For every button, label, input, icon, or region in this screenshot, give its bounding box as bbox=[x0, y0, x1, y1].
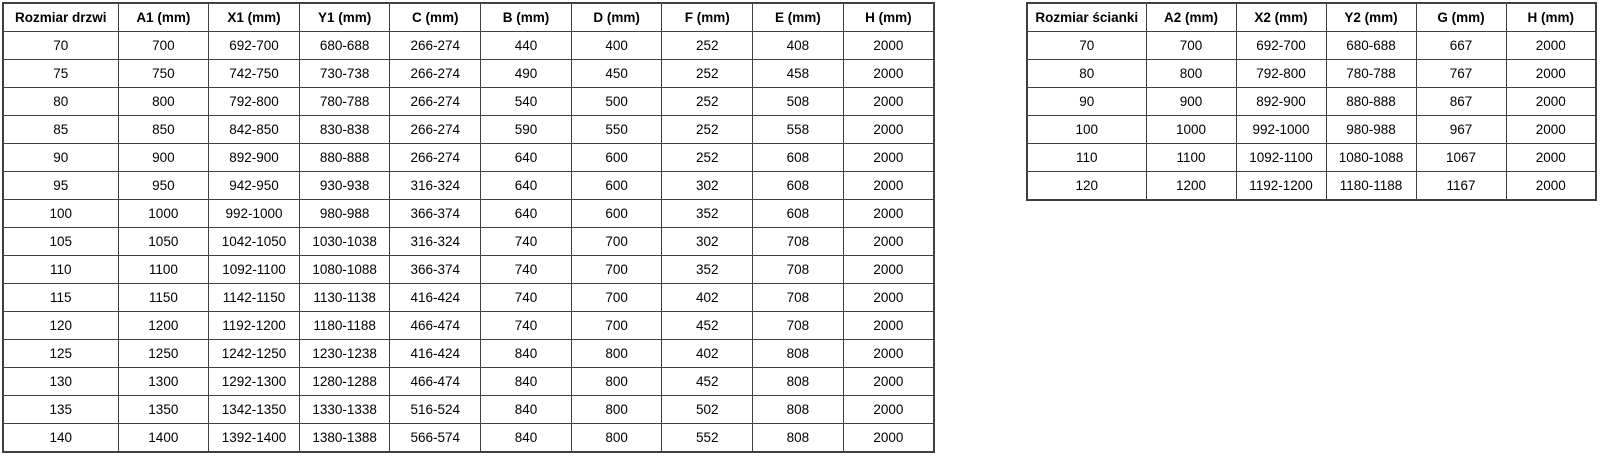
table-cell: 552 bbox=[662, 424, 753, 453]
table-cell: 1192-1200 bbox=[209, 312, 300, 340]
table-cell: 452 bbox=[662, 312, 753, 340]
table-cell: 75 bbox=[3, 60, 118, 88]
column-header: X2 (mm) bbox=[1236, 3, 1326, 32]
table-cell: 2000 bbox=[843, 396, 934, 424]
table-cell: 80 bbox=[1027, 60, 1146, 88]
table-cell: 1067 bbox=[1416, 144, 1506, 172]
table-row bbox=[3, 144, 934, 172]
table-row bbox=[3, 256, 934, 284]
table-row bbox=[3, 284, 934, 312]
table-cell: 708 bbox=[753, 228, 844, 256]
table-cell: 892-900 bbox=[209, 144, 300, 172]
table-cell: 70 bbox=[1027, 32, 1146, 60]
table-cell: 692-700 bbox=[209, 32, 300, 60]
header-row bbox=[3, 3, 934, 32]
table-cell: 1200 bbox=[1146, 172, 1236, 201]
table-cell: 416-424 bbox=[390, 340, 481, 368]
table-cell: 466-474 bbox=[390, 312, 481, 340]
table-cell: 980-988 bbox=[299, 200, 390, 228]
table-cell: 1100 bbox=[118, 256, 209, 284]
table-cell: 640 bbox=[481, 172, 572, 200]
table-cell: 252 bbox=[662, 116, 753, 144]
table-cell: 1200 bbox=[118, 312, 209, 340]
table-cell: 880-888 bbox=[1326, 88, 1416, 116]
table-cell: 1092-1100 bbox=[1236, 144, 1326, 172]
table-cell: 930-938 bbox=[299, 172, 390, 200]
table-cell: 708 bbox=[753, 284, 844, 312]
table-cell: 95 bbox=[3, 172, 118, 200]
table-cell: 608 bbox=[753, 144, 844, 172]
table-cell: 1400 bbox=[118, 424, 209, 453]
table-cell: 730-738 bbox=[299, 60, 390, 88]
table-cell: 700 bbox=[571, 312, 662, 340]
table-cell: 316-324 bbox=[390, 172, 481, 200]
table-cell: 302 bbox=[662, 172, 753, 200]
table-cell: 708 bbox=[753, 256, 844, 284]
table-cell: 700 bbox=[571, 228, 662, 256]
door-dimensions-table bbox=[2, 2, 935, 453]
table-row bbox=[3, 228, 934, 256]
table-cell: 130 bbox=[3, 368, 118, 396]
table-row bbox=[3, 116, 934, 144]
table-cell: 767 bbox=[1416, 60, 1506, 88]
table-cell: 742-750 bbox=[209, 60, 300, 88]
table-cell: 2000 bbox=[843, 340, 934, 368]
table-cell: 2000 bbox=[843, 368, 934, 396]
table-cell: 942-950 bbox=[209, 172, 300, 200]
table-cell: 1292-1300 bbox=[209, 368, 300, 396]
table-cell: 100 bbox=[3, 200, 118, 228]
table-cell: 950 bbox=[118, 172, 209, 200]
column-header: A1 (mm) bbox=[118, 3, 209, 32]
table-cell: 1300 bbox=[118, 368, 209, 396]
table-cell: 140 bbox=[3, 424, 118, 453]
column-header: Rozmiar drzwi bbox=[3, 3, 118, 32]
table-cell: 1330-1338 bbox=[299, 396, 390, 424]
table-row bbox=[1027, 116, 1596, 144]
table-cell: 566-574 bbox=[390, 424, 481, 453]
table-cell: 667 bbox=[1416, 32, 1506, 60]
table-cell: 2000 bbox=[843, 256, 934, 284]
table-cell: 1180-1188 bbox=[1326, 172, 1416, 201]
table-cell: 700 bbox=[571, 284, 662, 312]
table-cell: 1230-1238 bbox=[299, 340, 390, 368]
table-cell: 800 bbox=[571, 424, 662, 453]
column-header: F (mm) bbox=[662, 3, 753, 32]
table-cell: 85 bbox=[3, 116, 118, 144]
table-row bbox=[1027, 32, 1596, 60]
table-cell: 2000 bbox=[843, 88, 934, 116]
table-cell: 808 bbox=[753, 340, 844, 368]
table-cell: 2000 bbox=[1506, 144, 1596, 172]
table-cell: 2000 bbox=[843, 172, 934, 200]
table-cell: 590 bbox=[481, 116, 572, 144]
table-cell: 700 bbox=[118, 32, 209, 60]
table-cell: 2000 bbox=[843, 32, 934, 60]
table-cell: 1167 bbox=[1416, 172, 1506, 201]
table-row bbox=[3, 88, 934, 116]
table-cell: 1150 bbox=[118, 284, 209, 312]
table-cell: 466-474 bbox=[390, 368, 481, 396]
table-cell: 808 bbox=[753, 424, 844, 453]
column-header: D (mm) bbox=[571, 3, 662, 32]
table-cell: 830-838 bbox=[299, 116, 390, 144]
table-cell: 980-988 bbox=[1326, 116, 1416, 144]
table-row bbox=[1027, 88, 1596, 116]
table-cell: 125 bbox=[3, 340, 118, 368]
table-cell: 366-374 bbox=[390, 200, 481, 228]
table-cell: 1380-1388 bbox=[299, 424, 390, 453]
table-row bbox=[3, 200, 934, 228]
table-cell: 540 bbox=[481, 88, 572, 116]
table-cell: 110 bbox=[3, 256, 118, 284]
table-cell: 266-274 bbox=[390, 144, 481, 172]
table-cell: 2000 bbox=[843, 228, 934, 256]
table-cell: 992-1000 bbox=[209, 200, 300, 228]
table-cell: 700 bbox=[571, 256, 662, 284]
table-cell: 135 bbox=[3, 396, 118, 424]
table-cell: 800 bbox=[1146, 60, 1236, 88]
table-cell: 316-324 bbox=[390, 228, 481, 256]
table-cell: 266-274 bbox=[390, 88, 481, 116]
table-row bbox=[3, 396, 934, 424]
table-row bbox=[3, 60, 934, 88]
table-cell: 2000 bbox=[1506, 32, 1596, 60]
table-cell: 1080-1088 bbox=[299, 256, 390, 284]
table-cell: 1030-1038 bbox=[299, 228, 390, 256]
table-cell: 502 bbox=[662, 396, 753, 424]
table-cell: 600 bbox=[571, 200, 662, 228]
table-cell: 640 bbox=[481, 200, 572, 228]
table-cell: 800 bbox=[571, 368, 662, 396]
table-cell: 408 bbox=[753, 32, 844, 60]
table-cell: 740 bbox=[481, 284, 572, 312]
table-cell: 2000 bbox=[843, 60, 934, 88]
column-header: Y1 (mm) bbox=[299, 3, 390, 32]
column-header: X1 (mm) bbox=[209, 3, 300, 32]
table-cell: 842-850 bbox=[209, 116, 300, 144]
table-cell: 800 bbox=[118, 88, 209, 116]
table-cell: 2000 bbox=[1506, 172, 1596, 201]
table-cell: 608 bbox=[753, 172, 844, 200]
table-cell: 1392-1400 bbox=[209, 424, 300, 453]
table-cell: 366-374 bbox=[390, 256, 481, 284]
table-cell: 792-800 bbox=[1236, 60, 1326, 88]
table-cell: 352 bbox=[662, 256, 753, 284]
table-cell: 680-688 bbox=[299, 32, 390, 60]
table-row bbox=[3, 340, 934, 368]
table-cell: 2000 bbox=[843, 284, 934, 312]
table-cell: 1000 bbox=[118, 200, 209, 228]
table-cell: 900 bbox=[118, 144, 209, 172]
table-row bbox=[1027, 144, 1596, 172]
table-cell: 120 bbox=[1027, 172, 1146, 201]
table-cell: 600 bbox=[571, 144, 662, 172]
table-cell: 500 bbox=[571, 88, 662, 116]
column-header: H (mm) bbox=[843, 3, 934, 32]
table-cell: 352 bbox=[662, 200, 753, 228]
table-cell: 992-1000 bbox=[1236, 116, 1326, 144]
column-header: G (mm) bbox=[1416, 3, 1506, 32]
table-cell: 1042-1050 bbox=[209, 228, 300, 256]
table-cell: 266-274 bbox=[390, 116, 481, 144]
table-cell: 110 bbox=[1027, 144, 1146, 172]
table-cell: 1192-1200 bbox=[1236, 172, 1326, 201]
table-cell: 800 bbox=[571, 340, 662, 368]
table-cell: 2000 bbox=[843, 116, 934, 144]
table-cell: 1280-1288 bbox=[299, 368, 390, 396]
table-cell: 90 bbox=[1027, 88, 1146, 116]
table-cell: 2000 bbox=[843, 144, 934, 172]
column-header: H (mm) bbox=[1506, 3, 1596, 32]
table-cell: 680-688 bbox=[1326, 32, 1416, 60]
table-cell: 452 bbox=[662, 368, 753, 396]
table-cell: 640 bbox=[481, 144, 572, 172]
table-cell: 880-888 bbox=[299, 144, 390, 172]
table-cell: 1180-1188 bbox=[299, 312, 390, 340]
table-cell: 892-900 bbox=[1236, 88, 1326, 116]
column-header: Y2 (mm) bbox=[1326, 3, 1416, 32]
table-cell: 850 bbox=[118, 116, 209, 144]
table-cell: 867 bbox=[1416, 88, 1506, 116]
table-cell: 780-788 bbox=[1326, 60, 1416, 88]
column-header: A2 (mm) bbox=[1146, 3, 1236, 32]
table-cell: 1242-1250 bbox=[209, 340, 300, 368]
column-header: C (mm) bbox=[390, 3, 481, 32]
table-cell: 1342-1350 bbox=[209, 396, 300, 424]
table-cell: 266-274 bbox=[390, 32, 481, 60]
table-cell: 750 bbox=[118, 60, 209, 88]
table-cell: 440 bbox=[481, 32, 572, 60]
table-cell: 740 bbox=[481, 228, 572, 256]
table-cell: 550 bbox=[571, 116, 662, 144]
table-cell: 516-524 bbox=[390, 396, 481, 424]
table-cell: 120 bbox=[3, 312, 118, 340]
table-cell: 302 bbox=[662, 228, 753, 256]
table-cell: 740 bbox=[481, 312, 572, 340]
table-cell: 266-274 bbox=[390, 60, 481, 88]
table-cell: 402 bbox=[662, 340, 753, 368]
table-cell: 1350 bbox=[118, 396, 209, 424]
column-header: Rozmiar ścianki bbox=[1027, 3, 1146, 32]
column-header: E (mm) bbox=[753, 3, 844, 32]
table-cell: 70 bbox=[3, 32, 118, 60]
table-cell: 800 bbox=[571, 396, 662, 424]
table-cell: 700 bbox=[1146, 32, 1236, 60]
header-row bbox=[1027, 3, 1596, 32]
table-cell: 808 bbox=[753, 368, 844, 396]
table-cell: 967 bbox=[1416, 116, 1506, 144]
wall-dimensions-table bbox=[1026, 2, 1597, 201]
table-cell: 740 bbox=[481, 256, 572, 284]
table-cell: 1092-1100 bbox=[209, 256, 300, 284]
table-cell: 1080-1088 bbox=[1326, 144, 1416, 172]
table-cell: 840 bbox=[481, 340, 572, 368]
table-cell: 1100 bbox=[1146, 144, 1236, 172]
table-cell: 252 bbox=[662, 60, 753, 88]
table-cell: 416-424 bbox=[390, 284, 481, 312]
table-cell: 792-800 bbox=[209, 88, 300, 116]
table-cell: 780-788 bbox=[299, 88, 390, 116]
column-header: B (mm) bbox=[481, 3, 572, 32]
table-cell: 450 bbox=[571, 60, 662, 88]
table-cell: 900 bbox=[1146, 88, 1236, 116]
table-cell: 2000 bbox=[843, 424, 934, 453]
table-cell: 252 bbox=[662, 144, 753, 172]
table-cell: 400 bbox=[571, 32, 662, 60]
table-cell: 558 bbox=[753, 116, 844, 144]
table-cell: 600 bbox=[571, 172, 662, 200]
table-cell: 402 bbox=[662, 284, 753, 312]
table-cell: 1142-1150 bbox=[209, 284, 300, 312]
table-row bbox=[3, 368, 934, 396]
table-cell: 2000 bbox=[1506, 60, 1596, 88]
table-cell: 80 bbox=[3, 88, 118, 116]
table-cell: 692-700 bbox=[1236, 32, 1326, 60]
table-cell: 840 bbox=[481, 396, 572, 424]
table-cell: 1130-1138 bbox=[299, 284, 390, 312]
table-row bbox=[3, 312, 934, 340]
table-cell: 90 bbox=[3, 144, 118, 172]
table-row bbox=[1027, 60, 1596, 88]
table-cell: 2000 bbox=[843, 200, 934, 228]
table-cell: 100 bbox=[1027, 116, 1146, 144]
table-cell: 458 bbox=[753, 60, 844, 88]
table-row bbox=[1027, 172, 1596, 201]
table-row bbox=[3, 172, 934, 200]
table-cell: 490 bbox=[481, 60, 572, 88]
table-row bbox=[3, 32, 934, 60]
table-cell: 2000 bbox=[1506, 116, 1596, 144]
table-cell: 608 bbox=[753, 200, 844, 228]
table-cell: 252 bbox=[662, 88, 753, 116]
table-cell: 708 bbox=[753, 312, 844, 340]
table-cell: 840 bbox=[481, 424, 572, 453]
table-cell: 1250 bbox=[118, 340, 209, 368]
table-cell: 808 bbox=[753, 396, 844, 424]
table-row bbox=[3, 424, 934, 453]
table-cell: 1000 bbox=[1146, 116, 1236, 144]
table-cell: 105 bbox=[3, 228, 118, 256]
table-cell: 115 bbox=[3, 284, 118, 312]
table-cell: 2000 bbox=[1506, 88, 1596, 116]
table-cell: 2000 bbox=[843, 312, 934, 340]
table-cell: 508 bbox=[753, 88, 844, 116]
table-cell: 252 bbox=[662, 32, 753, 60]
table-cell: 840 bbox=[481, 368, 572, 396]
table-cell: 1050 bbox=[118, 228, 209, 256]
